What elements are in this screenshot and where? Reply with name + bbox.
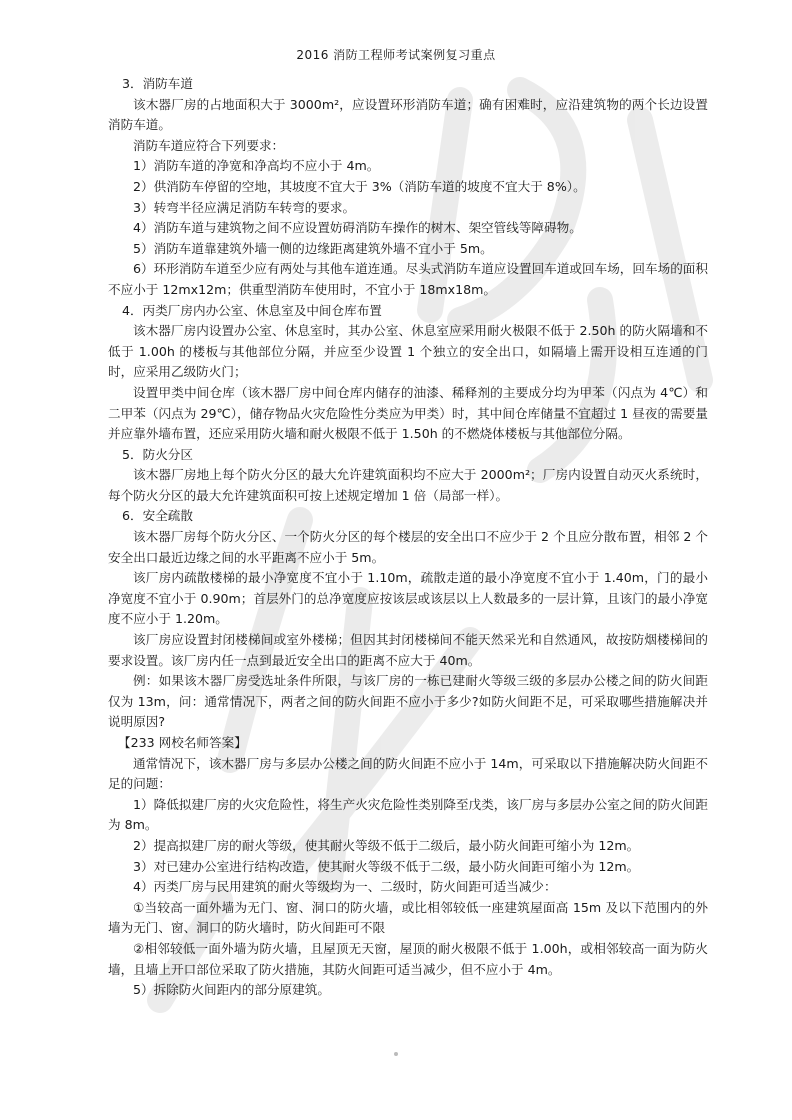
section-heading: 5．防火分区 bbox=[122, 446, 193, 462]
footer-dot bbox=[394, 1052, 398, 1056]
paragraph: 通常情况下，该木器厂房与多层办公楼之间的防火间距不应小于 14m，可采取以下措施解决防火间距不足的问题： bbox=[108, 755, 708, 792]
paragraph: 该厂房内疏散楼梯的最小净宽度不宜小于 1.10m，疏散走道的最小净宽度不宜小于 1.40m，门的最小净宽度不宜小于 0.90m；首层外门的总净宽度应按该层或该层以上人数最多的一层计算，且该门的最小净宽度不应小于 1.20m。 bbox=[108, 570, 708, 627]
paragraph: 5）拆除防火间距内的部分原建筑。 bbox=[133, 982, 330, 998]
paragraph: 消防车道应符合下列要求： bbox=[133, 137, 285, 153]
section-heading: 3．消防车道 bbox=[122, 76, 193, 91]
section-heading: 6．安全疏散 bbox=[122, 508, 193, 524]
section-heading: 4．丙类厂房内办公室、休息室及中间仓库布置 bbox=[122, 302, 382, 318]
paragraph: 该木器厂房的占地面积大于 3000m²，应设置环形消防车道；确有困难时，应沿建筑物的两个长边设置消防车道。 bbox=[108, 96, 708, 133]
paragraph: 1）降低拟建厂房的火灾危险性，将生产火灾危险性类别降至戊类，该厂房与多层办公室之间的防火间距为 8m。 bbox=[108, 796, 708, 833]
paragraph: 设置甲类中间仓库（该木器厂房中间仓库内储存的油漆、稀释剂的主要成分均为甲苯（闪点为 4℃）和二甲苯（闪点为 29℃），储存物品火灾危险性分类应为甲类）时，其中间仓库储量不宜超过 1 昼夜的需要量并应靠外墙布置，还应采用防火墙和耐火极限不低于 1.50h 的不燃烧体楼板与其他部位分隔。 bbox=[108, 384, 708, 442]
answer-heading: 【233 网校名师答案】 bbox=[118, 735, 247, 750]
paragraph: 4）丙类厂房与民用建筑的耐火等级均为一、二级时，防火间距可适当减少： bbox=[133, 879, 557, 895]
paragraph: 3）转弯半径应满足消防车转弯的要求。 bbox=[133, 199, 356, 215]
paragraph: 3）对已建办公室进行结构改造，使其耐火等级不低于二级，最小防火间距可缩小为 12m。 bbox=[133, 858, 640, 874]
paragraph: 2）供消防车停留的空地，其坡度不宜大于 3%（消防车道的坡度不宜大于 8%）。 bbox=[133, 178, 586, 194]
paragraph: ①当较高一面外墙为无门、窗、洞口的防火墙，或比相邻较低一座建筑屋面高 15m 及以下范围内的外墙为无门、窗、洞口的防火墙时，防火间距可不限 bbox=[108, 899, 708, 936]
paragraph: 5）消防车道靠建筑外墙一侧的边缘距离建筑外墙不宜小于 5m。 bbox=[133, 240, 493, 256]
paragraph: 该木器厂房每个防火分区、一个防火分区的每个楼层的安全出口不应少于 2 个且应分散布置，相邻 2 个安全出口最近边缘之间的水平距离不应小于 5m。 bbox=[108, 529, 708, 565]
paragraph: 6）环形消防车道至少应有两处与其他车道连通。尽头式消防车道应设置回车道或回车场，回车场的面积不应小于 12mx12m；供重型消防车使用时，不宜小于 18mx18m。 bbox=[108, 261, 708, 297]
paragraph: 该木器厂房内设置办公室、休息室时，其办公室、休息室应采用耐火极限不低于 2.50h 的防火隔墙和不低于 1.00h 的楼板与其他部位分隔，并应至少设置 1 个独立的安全出口，如隔墙上需开设相互连通的门时，应采用乙级防火门； bbox=[108, 323, 708, 380]
paragraph: 4）消防车道与建筑物之间不应设置妨碍消防车操作的树木、架空管线等障碍物。 bbox=[133, 220, 582, 236]
paragraph: 该木器厂房地上每个防火分区的最大允许建筑面积均不应大于 2000m²；厂房内设置自动灭火系统时，每个防火分区的最大允许建筑面积可按上述规定增加 1 倍（局部一样）。 bbox=[108, 467, 708, 503]
paragraph: 该厂房应设置封闭楼梯间或室外楼梯；但因其封闭楼梯间不能天然采光和自然通风，故按防烟楼梯间的要求设置。该厂房内任一点到最近安全出口的距离不应大于 40m。 bbox=[108, 632, 708, 668]
paragraph: ②相邻较低一面外墙为防火墙，且屋顶无天窗，屋顶的耐火极限不低于 1.00h，或相邻较高一面为防火墙，且墙上开口部位采取了防火措施，其防火间距可适当减少，但不应小于 4m。 bbox=[108, 940, 708, 977]
page-header: 2016 消防工程师考试案例复习重点 bbox=[296, 48, 496, 62]
paragraph: 1）消防车道的净宽和净高均不应小于 4m。 bbox=[133, 158, 380, 174]
document-body bbox=[108, 74, 708, 1001]
paragraph: 2）提高拟建厂房的耐火等级，使其耐火等级不低于二级后，最小防火间距可缩小为 12m。 bbox=[133, 837, 640, 853]
paragraph: 例：如果该木器厂房受选址条件所限，与该厂房的一栋已建耐火等级三级的多层办公楼之间的防火间距仅为 13m，问：通常情况下，两者之间的防火间距不应小于多少?如防火间距不足，可采取哪些措施解决并说明原因? bbox=[108, 673, 708, 730]
